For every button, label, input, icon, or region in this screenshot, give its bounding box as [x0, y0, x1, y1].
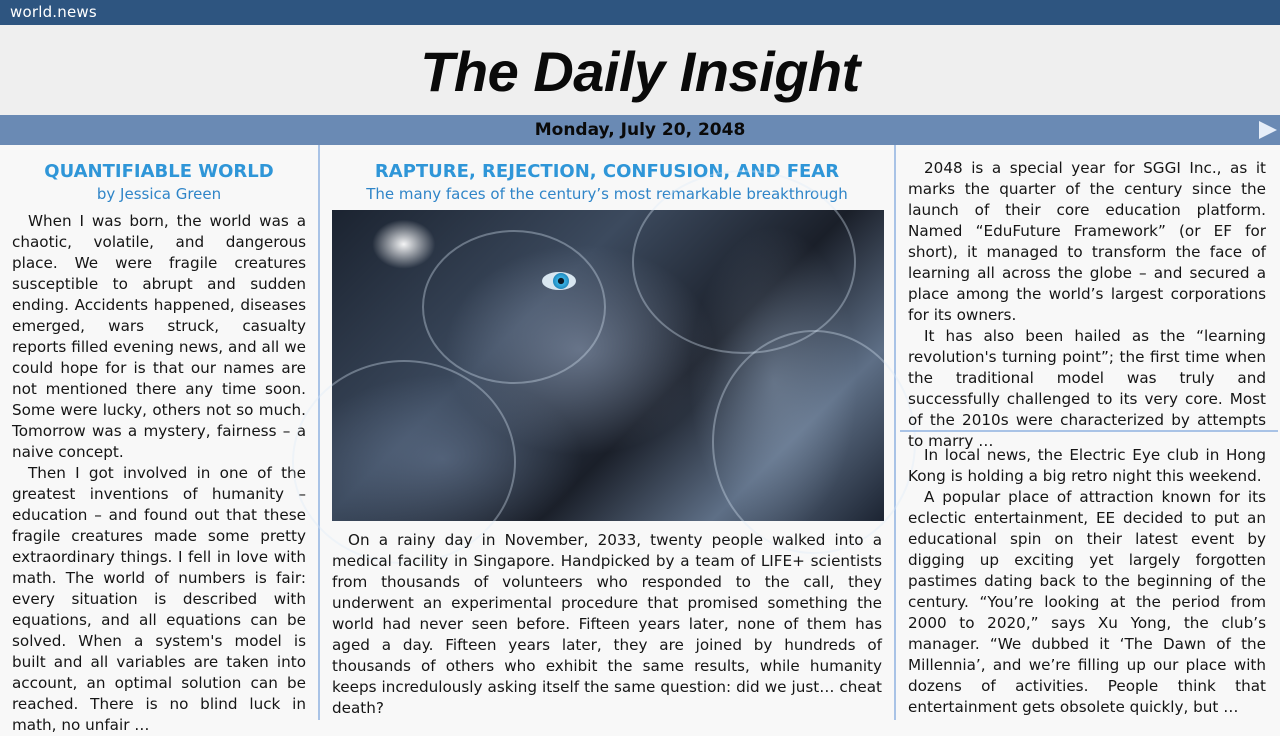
article-body [12, 211, 306, 734]
article-body [332, 530, 882, 717]
article-byline: by Jessica Green [96, 185, 222, 203]
article-paragraph: It has also been hailed as the “learning revolution's turning point”; the first time when the traditional model was truly and successfully challenged to its very core. Most of the 2010s were characterized by attempts to marry … [908, 327, 1266, 450]
site-name[interactable]: world.news [10, 3, 97, 21]
article-paragraph: On a rainy day in November, 2033, twenty people walked into a medical facility in Singapore. Handpicked by a team of LIFE+ scientists from thousands of volunteers who responded to the call, they underwent an experimental procedure that promised something the world had never seen before. Fifteen years later, none of them has aged a day. Fifteen years later, they are joined by hundreds of thousands of others who exhibit the same results, while humanity keeps incredulously asking itself the same question: did we just… cheat death? [332, 531, 882, 717]
next-page-arrow-icon[interactable] [1259, 121, 1277, 139]
article-paragraph: Then I got involved in one of the greatest inventions of humanity – education – and found out that these fragile creatures made some pretty extraordinary things. I fell in love with math. The world of numbers is fair: every situation is described with equations, and all equations can be solved. When a system's model is built and all variables are taken into account, an optimal solution can be reached. There is no blind luck in math, no unfair … [12, 464, 306, 734]
article-headline[interactable]: RAPTURE, REJECTION, CONFUSION, AND FEAR [374, 161, 840, 182]
article-photo[interactable] [332, 210, 884, 521]
article-paragraph: A popular place of attraction known for its eclectic entertainment, EE decided to put an educational spin on their latest event by digging up exciting yet largely forgotten pastimes dating back to the beginning of the century. “You’re looking at the period from 2000 to 2020,” says Xu Yong, the club’s manager. “We dubbed it ‘The Dawn of the Millennia’, and we’re filling up our place with dozens of activities. People think that entertainment gets obsolete quickly, but … [908, 488, 1266, 716]
masthead [0, 25, 1280, 115]
column-left [0, 145, 320, 734]
column-divider [900, 430, 1278, 432]
article-body [908, 158, 1266, 450]
iris-shape [553, 273, 569, 289]
date-bar [0, 115, 1280, 145]
smoke-swirl [422, 230, 606, 384]
article-paragraph: 2048 is a special year for SGGI Inc., as it marks the quarter of the century since the launch of their core education platform. Named “EduFuture Framework” (or EF for short), it managed to transform the face of learning all across the globe – and secured a place among the world’s largest corporations for its owners. [908, 159, 1266, 324]
smoke-swirl [632, 170, 856, 354]
article-body [908, 445, 1266, 716]
column-right [896, 145, 1280, 720]
newspaper-title: The Daily Insight [420, 40, 860, 103]
column-center [320, 145, 896, 720]
article-paragraph: When I was born, the world was a chaotic, volatile, and dangerous place. We were fragile creatures susceptible to abrupt and sudden ending. Accidents happened, diseases emerged, wars struck, casualty reports filled evening news, and all we could hope for is that our names are not mentioned there any time soon. Some were lucky, others not so much. Tomorrow was a mystery, fairness – a naive concept. [12, 212, 306, 461]
article-paragraph: In local news, the Electric Eye club in Hong Kong is holding a big retro night this weekend. [908, 446, 1266, 485]
article-headline[interactable]: QUANTIFIABLE WORLD [44, 161, 274, 182]
smoke-swirl [712, 330, 916, 554]
top-bar [0, 0, 1280, 25]
article-subheadline: The many faces of the century’s most remarkable breakthrough [366, 185, 848, 203]
issue-date: Monday, July 20, 2048 [534, 120, 746, 140]
